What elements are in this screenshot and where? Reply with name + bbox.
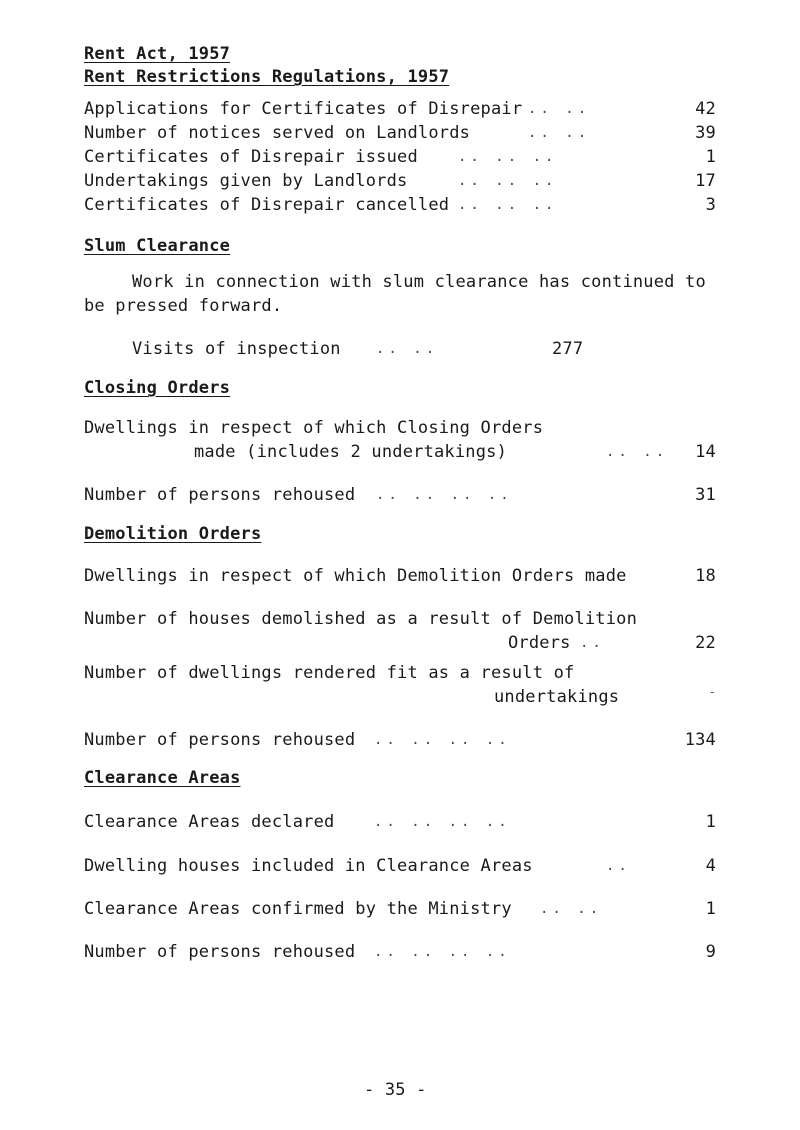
clearance-row-label: Clearance Areas confirmed by the Ministry [84,899,512,919]
leader-dots: .. [580,635,605,651]
leader-dots: .. .. [376,341,439,357]
closing-row-label: made (includes 2 undertakings) [194,442,508,462]
act-title: Rent Act, 1957 [84,44,231,64]
clearance-row-label: Clearance Areas declared [84,812,335,832]
slum-clearance-heading: Slum Clearance [84,236,231,256]
slum-paragraph-line: Work in connection with slum clearance has continued to [132,272,706,292]
leader-dots: .. .. [606,444,669,460]
rent-row-value: 42 [695,99,716,119]
demolition-row-value: 134 [684,730,716,750]
rent-row-value: 3 [705,195,716,215]
slum-paragraph-line: be pressed forward. [84,296,283,316]
leader-dots: .. .. [540,901,603,917]
clearance-row-value: 4 [705,856,716,876]
clearance-row-value: 1 [705,899,716,919]
rent-row-label: Applications for Certificates of Disrepair [84,99,523,119]
clearance-row-label: Number of persons rehoused [84,942,356,962]
leader-dots: .. .. .. [458,197,558,213]
leader-dots: .. .. [528,101,591,117]
demolition-row-label: Number of persons rehoused [84,730,356,750]
regulations-title: Rent Restrictions Regulations, 1957 [84,67,450,87]
closing-row-label: Dwellings in respect of which Closing Orders [84,418,544,438]
leader-dots: .. [606,858,631,874]
demolition-row-label: Number of houses demolished as a result of Demolition [84,609,638,629]
leader-dots: .. .. .. .. [374,732,511,748]
demolition-row-label: Dwellings in respect of which Demolition Orders made [84,566,627,586]
leader-dots: .. .. .. [458,149,558,165]
page-number: - 35 - [364,1080,427,1100]
leader-dots: .. .. .. .. [376,487,513,503]
visits-value: 277 [552,339,584,359]
demolition-row-value: - [708,685,716,699]
demolition-row-label: undertakings [494,687,620,707]
rent-row-label: Certificates of Disrepair cancelled [84,195,450,215]
leader-dots: .. .. .. [458,173,558,189]
rent-row-value: 39 [695,123,716,143]
demolition-orders-heading: Demolition Orders [84,524,262,544]
visits-label: Visits of inspection [132,339,341,359]
leader-dots: .. .. .. .. [374,814,511,830]
rent-row-label: Number of notices served on Landlords [84,123,471,143]
clearance-areas-heading: Clearance Areas [84,768,241,788]
closing-orders-heading: Closing Orders [84,378,231,398]
closing-row-value: 31 [695,485,716,505]
demolition-row-label: Orders [508,633,571,653]
closing-row-value: 14 [695,442,716,462]
demolition-row-value: 18 [695,566,716,586]
leader-dots: .. .. [528,125,591,141]
clearance-row-value: 9 [705,942,716,962]
demolition-row-value: 22 [695,633,716,653]
rent-row-value: 1 [705,147,716,167]
clearance-row-value: 1 [705,812,716,832]
rent-row-value: 17 [695,171,716,191]
closing-row-label: Number of persons rehoused [84,485,356,505]
demolition-row-label: Number of dwellings rendered fit as a result of [84,663,575,683]
rent-row-label: Undertakings given by Landlords [84,171,408,191]
clearance-row-label: Dwelling houses included in Clearance Areas [84,856,533,876]
leader-dots: .. .. .. .. [374,944,511,960]
rent-row-label: Certificates of Disrepair issued [84,147,418,167]
